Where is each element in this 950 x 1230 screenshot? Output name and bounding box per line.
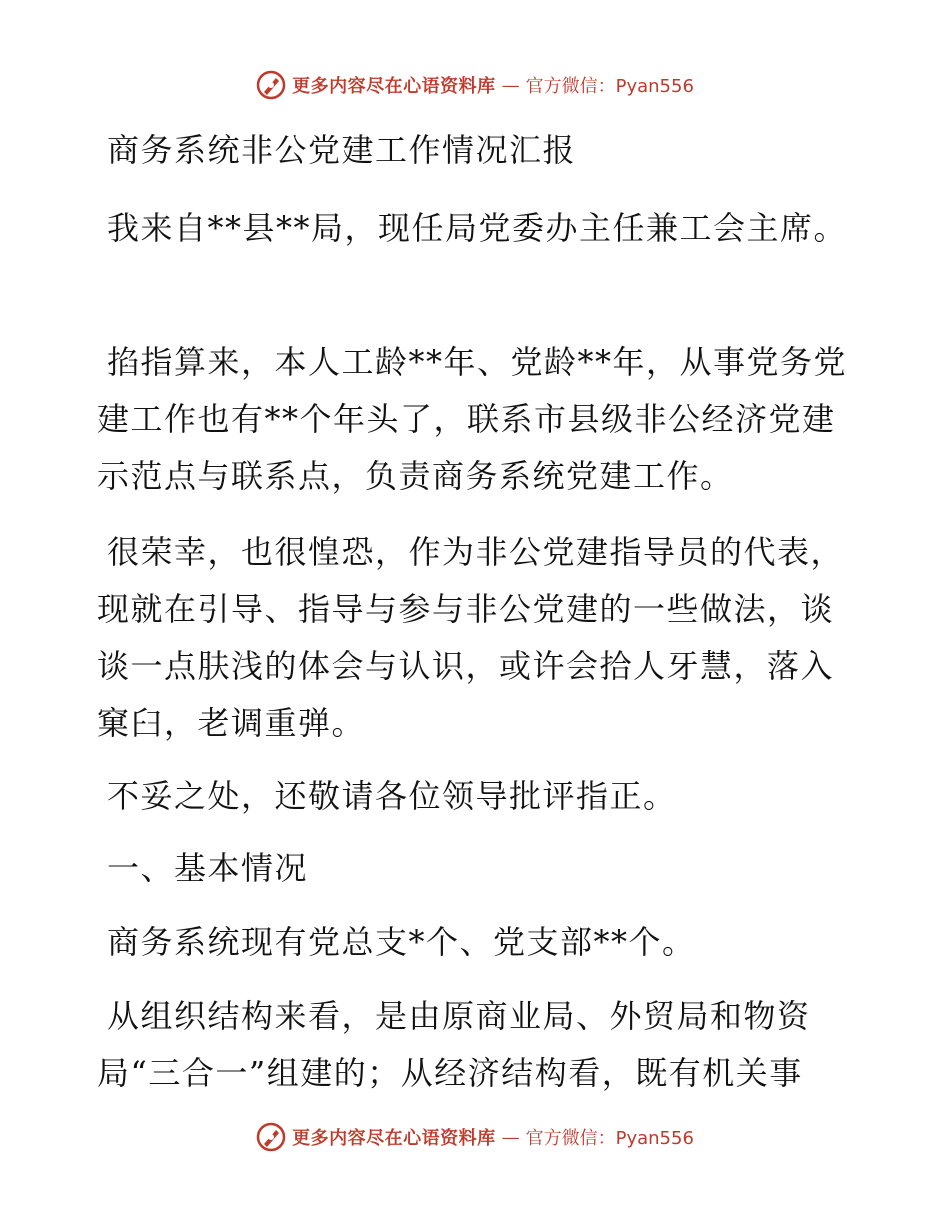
pen-logo-icon: [256, 70, 286, 100]
paragraph-1: 我来自**县**局，现任局党委办主任兼工会主席。: [107, 209, 848, 247]
paragraph-6: 从组织结构来看，是由原商业局、外贸局和物资局“三合一”组建的；从经济结构看，既有机关事: [97, 997, 811, 1092]
watermark-text: 更多内容尽在心语资料库: [292, 76, 496, 97]
paragraph-5: 商务系统现有党总支*个、党支部**个。: [107, 923, 696, 961]
paragraph-3: 很荣幸，也很惶恐，作为非公党建指导员的代表，现就在引导、指导与参与非公党建的一些做法，谈谈一点肤浅的体会与认识，或许会拾人牙慧，落入窠臼，老调重弹。: [97, 533, 845, 742]
pen-logo-icon: [256, 1122, 286, 1152]
footer-watermark: [0, 1122, 950, 1152]
watermark-wechat: 官方微信：Pyan556: [525, 1128, 694, 1149]
document-title: 商务系统非公党建工作情况汇报: [107, 131, 577, 169]
paragraph-4: 不妥之处，还敬请各位领导批评指正。: [107, 777, 677, 815]
watermark-wechat: 官方微信：Pyan556: [525, 76, 694, 97]
paragraph-2: 掐指算来，本人工龄**年、党龄**年，从事党务党建工作也有**个年头了，联系市县级非公经济党建示范点与联系点，负责商务系统党建工作。: [97, 343, 848, 495]
section-heading-1: 一、基本情况: [107, 849, 309, 887]
watermark-text: 更多内容尽在心语资料库: [292, 1128, 496, 1149]
header-watermark: [0, 70, 950, 100]
watermark-separator: —: [501, 74, 520, 96]
watermark-separator: —: [501, 1126, 520, 1148]
